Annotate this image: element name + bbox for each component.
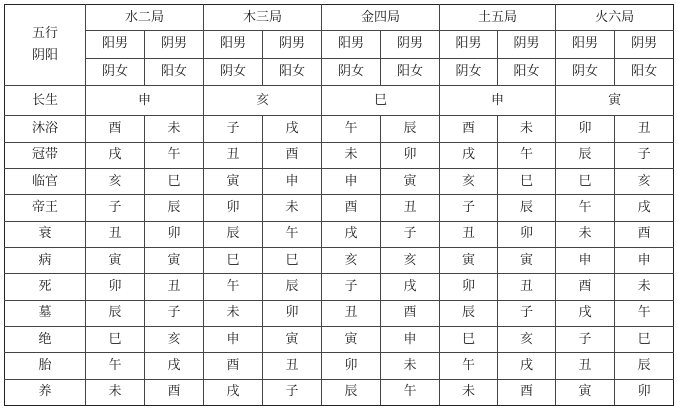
table-row bbox=[5, 116, 674, 142]
branch-cell: 寅 bbox=[556, 379, 615, 405]
row-label: 病 bbox=[5, 248, 86, 274]
branch-cell: 巳 bbox=[440, 326, 498, 352]
branch-cell: 戌 bbox=[381, 274, 440, 300]
changsheng-cell: 寅 bbox=[556, 85, 674, 115]
row-label: 沐浴 bbox=[5, 116, 86, 142]
branch-cell: 申 bbox=[263, 169, 322, 195]
row-label: 帝王 bbox=[5, 195, 86, 221]
branch-cell: 卯 bbox=[204, 195, 263, 221]
branch-cell: 亥 bbox=[615, 169, 674, 195]
row-label: 墓 bbox=[5, 300, 86, 326]
branch-cell: 辰 bbox=[322, 379, 381, 405]
gender-cell: 阳男 bbox=[86, 31, 145, 58]
row-label: 胎 bbox=[5, 353, 86, 379]
branch-cell: 未 bbox=[322, 142, 381, 168]
ju-header: 金四局 bbox=[322, 5, 440, 31]
branch-cell: 子 bbox=[556, 326, 615, 352]
gender-cell: 阴女 bbox=[440, 58, 498, 85]
branch-cell: 卯 bbox=[263, 300, 322, 326]
row-label-changsheng: 长生 bbox=[5, 85, 86, 115]
branch-cell: 午 bbox=[498, 142, 556, 168]
gender-cell: 阴男 bbox=[145, 31, 204, 58]
table-row bbox=[5, 58, 674, 85]
branch-cell: 酉 bbox=[86, 116, 145, 142]
gender-cell: 阳男 bbox=[556, 31, 615, 58]
branch-cell: 亥 bbox=[86, 169, 145, 195]
table-body bbox=[5, 5, 674, 406]
branch-cell: 寅 bbox=[381, 169, 440, 195]
branch-cell: 午 bbox=[145, 142, 204, 168]
branch-cell: 申 bbox=[556, 248, 615, 274]
branch-cell: 子 bbox=[381, 221, 440, 247]
branch-cell: 卯 bbox=[145, 221, 204, 247]
branch-cell: 未 bbox=[204, 300, 263, 326]
changsheng-cell: 巳 bbox=[322, 85, 440, 115]
branch-cell: 丑 bbox=[204, 142, 263, 168]
table-row bbox=[5, 31, 674, 58]
gender-cell: 阳男 bbox=[440, 31, 498, 58]
table-row bbox=[5, 326, 674, 352]
branch-cell: 午 bbox=[381, 379, 440, 405]
gender-cell: 阳女 bbox=[263, 58, 322, 85]
branch-cell: 丑 bbox=[440, 221, 498, 247]
branch-cell: 丑 bbox=[556, 353, 615, 379]
branch-cell: 子 bbox=[322, 274, 381, 300]
branch-cell: 巳 bbox=[498, 169, 556, 195]
branch-cell: 申 bbox=[381, 326, 440, 352]
branch-cell: 卯 bbox=[440, 274, 498, 300]
branch-cell: 午 bbox=[86, 353, 145, 379]
gender-cell: 阳女 bbox=[381, 58, 440, 85]
branch-cell: 酉 bbox=[263, 142, 322, 168]
gender-cell: 阴男 bbox=[263, 31, 322, 58]
branch-cell: 寅 bbox=[204, 169, 263, 195]
branch-cell: 巳 bbox=[615, 326, 674, 352]
gender-cell: 阴男 bbox=[498, 31, 556, 58]
branch-cell: 丑 bbox=[145, 274, 204, 300]
branch-cell: 申 bbox=[322, 169, 381, 195]
table-row bbox=[5, 195, 674, 221]
table-row bbox=[5, 5, 674, 31]
ju-header: 火六局 bbox=[556, 5, 674, 31]
branch-cell: 戌 bbox=[86, 142, 145, 168]
branch-cell: 酉 bbox=[381, 300, 440, 326]
branch-cell: 子 bbox=[263, 379, 322, 405]
branch-cell: 午 bbox=[263, 221, 322, 247]
branch-cell: 亥 bbox=[381, 248, 440, 274]
corner-header-cell bbox=[5, 5, 86, 86]
table-row bbox=[5, 353, 674, 379]
branch-cell: 戌 bbox=[440, 142, 498, 168]
branch-cell: 酉 bbox=[440, 116, 498, 142]
gender-cell: 阳女 bbox=[498, 58, 556, 85]
branch-cell: 酉 bbox=[556, 274, 615, 300]
branch-cell: 寅 bbox=[86, 248, 145, 274]
branch-cell: 巳 bbox=[86, 326, 145, 352]
branch-cell: 巳 bbox=[145, 169, 204, 195]
branch-cell: 酉 bbox=[204, 353, 263, 379]
branch-cell: 卯 bbox=[322, 353, 381, 379]
branch-cell: 寅 bbox=[498, 248, 556, 274]
changsheng-table bbox=[4, 4, 674, 406]
branch-cell: 辰 bbox=[615, 353, 674, 379]
branch-cell: 午 bbox=[556, 195, 615, 221]
branch-cell: 卯 bbox=[615, 379, 674, 405]
changsheng-cell: 申 bbox=[440, 85, 556, 115]
gender-cell: 阴男 bbox=[381, 31, 440, 58]
branch-cell: 未 bbox=[381, 353, 440, 379]
branch-cell: 辰 bbox=[556, 142, 615, 168]
branch-cell: 巳 bbox=[263, 248, 322, 274]
branch-cell: 亥 bbox=[145, 326, 204, 352]
gender-cell: 阴女 bbox=[556, 58, 615, 85]
row-label: 冠带 bbox=[5, 142, 86, 168]
branch-cell: 未 bbox=[556, 221, 615, 247]
branch-cell: 未 bbox=[145, 116, 204, 142]
branch-cell: 戌 bbox=[615, 195, 674, 221]
branch-cell: 子 bbox=[615, 142, 674, 168]
branch-cell: 申 bbox=[615, 248, 674, 274]
changsheng-cell: 申 bbox=[86, 85, 204, 115]
branch-cell: 未 bbox=[440, 379, 498, 405]
branch-cell: 亥 bbox=[498, 326, 556, 352]
branch-cell: 子 bbox=[145, 300, 204, 326]
branch-cell: 辰 bbox=[263, 274, 322, 300]
branch-cell: 寅 bbox=[263, 326, 322, 352]
branch-cell: 巳 bbox=[556, 169, 615, 195]
branch-cell: 卯 bbox=[556, 116, 615, 142]
row-label: 养 bbox=[5, 379, 86, 405]
table-row bbox=[5, 142, 674, 168]
branch-cell: 午 bbox=[322, 116, 381, 142]
table-row bbox=[5, 379, 674, 405]
branch-cell: 申 bbox=[204, 326, 263, 352]
branch-cell: 寅 bbox=[145, 248, 204, 274]
row-label: 绝 bbox=[5, 326, 86, 352]
table-row bbox=[5, 221, 674, 247]
branch-cell: 辰 bbox=[440, 300, 498, 326]
gender-cell: 阴男 bbox=[615, 31, 674, 58]
branch-cell: 亥 bbox=[440, 169, 498, 195]
corner-label-yinyang: 阴阳 bbox=[31, 47, 58, 63]
branch-cell: 辰 bbox=[381, 116, 440, 142]
ju-header: 土五局 bbox=[440, 5, 556, 31]
branch-cell: 子 bbox=[86, 195, 145, 221]
row-label: 死 bbox=[5, 274, 86, 300]
branch-cell: 戌 bbox=[322, 221, 381, 247]
branch-cell: 午 bbox=[204, 274, 263, 300]
branch-cell: 卯 bbox=[86, 274, 145, 300]
branch-cell: 亥 bbox=[322, 248, 381, 274]
corner-label-wuxing: 五行 bbox=[31, 25, 58, 41]
branch-cell: 丑 bbox=[263, 353, 322, 379]
gender-cell: 阳女 bbox=[145, 58, 204, 85]
branch-cell: 卯 bbox=[381, 142, 440, 168]
row-label: 衰 bbox=[5, 221, 86, 247]
branch-cell: 戌 bbox=[556, 300, 615, 326]
branch-cell: 丑 bbox=[615, 116, 674, 142]
branch-cell: 辰 bbox=[145, 195, 204, 221]
branch-cell: 子 bbox=[440, 195, 498, 221]
gender-cell: 阳男 bbox=[204, 31, 263, 58]
branch-cell: 酉 bbox=[322, 195, 381, 221]
branch-cell: 午 bbox=[615, 300, 674, 326]
table-row bbox=[5, 169, 674, 195]
branch-cell: 丑 bbox=[381, 195, 440, 221]
branch-cell: 丑 bbox=[498, 274, 556, 300]
branch-cell: 子 bbox=[498, 300, 556, 326]
table-row bbox=[5, 248, 674, 274]
branch-cell: 子 bbox=[204, 116, 263, 142]
changsheng-cell: 亥 bbox=[204, 85, 322, 115]
branch-cell: 午 bbox=[440, 353, 498, 379]
gender-cell: 阴女 bbox=[204, 58, 263, 85]
branch-cell: 未 bbox=[498, 116, 556, 142]
row-label: 临官 bbox=[5, 169, 86, 195]
branch-cell: 未 bbox=[615, 274, 674, 300]
gender-cell: 阳女 bbox=[615, 58, 674, 85]
branch-cell: 戌 bbox=[145, 353, 204, 379]
table-row bbox=[5, 300, 674, 326]
branch-cell: 辰 bbox=[86, 300, 145, 326]
branch-cell: 酉 bbox=[498, 379, 556, 405]
branch-cell: 丑 bbox=[86, 221, 145, 247]
branch-cell: 戌 bbox=[204, 379, 263, 405]
branch-cell: 未 bbox=[263, 195, 322, 221]
branch-cell: 未 bbox=[86, 379, 145, 405]
table-row bbox=[5, 274, 674, 300]
branch-cell: 巳 bbox=[204, 248, 263, 274]
branch-cell: 寅 bbox=[440, 248, 498, 274]
table-row bbox=[5, 85, 674, 115]
ju-header: 木三局 bbox=[204, 5, 322, 31]
gender-cell: 阴女 bbox=[322, 58, 381, 85]
ju-header: 水二局 bbox=[86, 5, 204, 31]
branch-cell: 卯 bbox=[498, 221, 556, 247]
branch-cell: 辰 bbox=[498, 195, 556, 221]
gender-cell: 阳男 bbox=[322, 31, 381, 58]
branch-cell: 酉 bbox=[615, 221, 674, 247]
branch-cell: 丑 bbox=[322, 300, 381, 326]
branch-cell: 辰 bbox=[204, 221, 263, 247]
branch-cell: 寅 bbox=[322, 326, 381, 352]
branch-cell: 戌 bbox=[498, 353, 556, 379]
branch-cell: 酉 bbox=[145, 379, 204, 405]
gender-cell: 阴女 bbox=[86, 58, 145, 85]
branch-cell: 戌 bbox=[263, 116, 322, 142]
